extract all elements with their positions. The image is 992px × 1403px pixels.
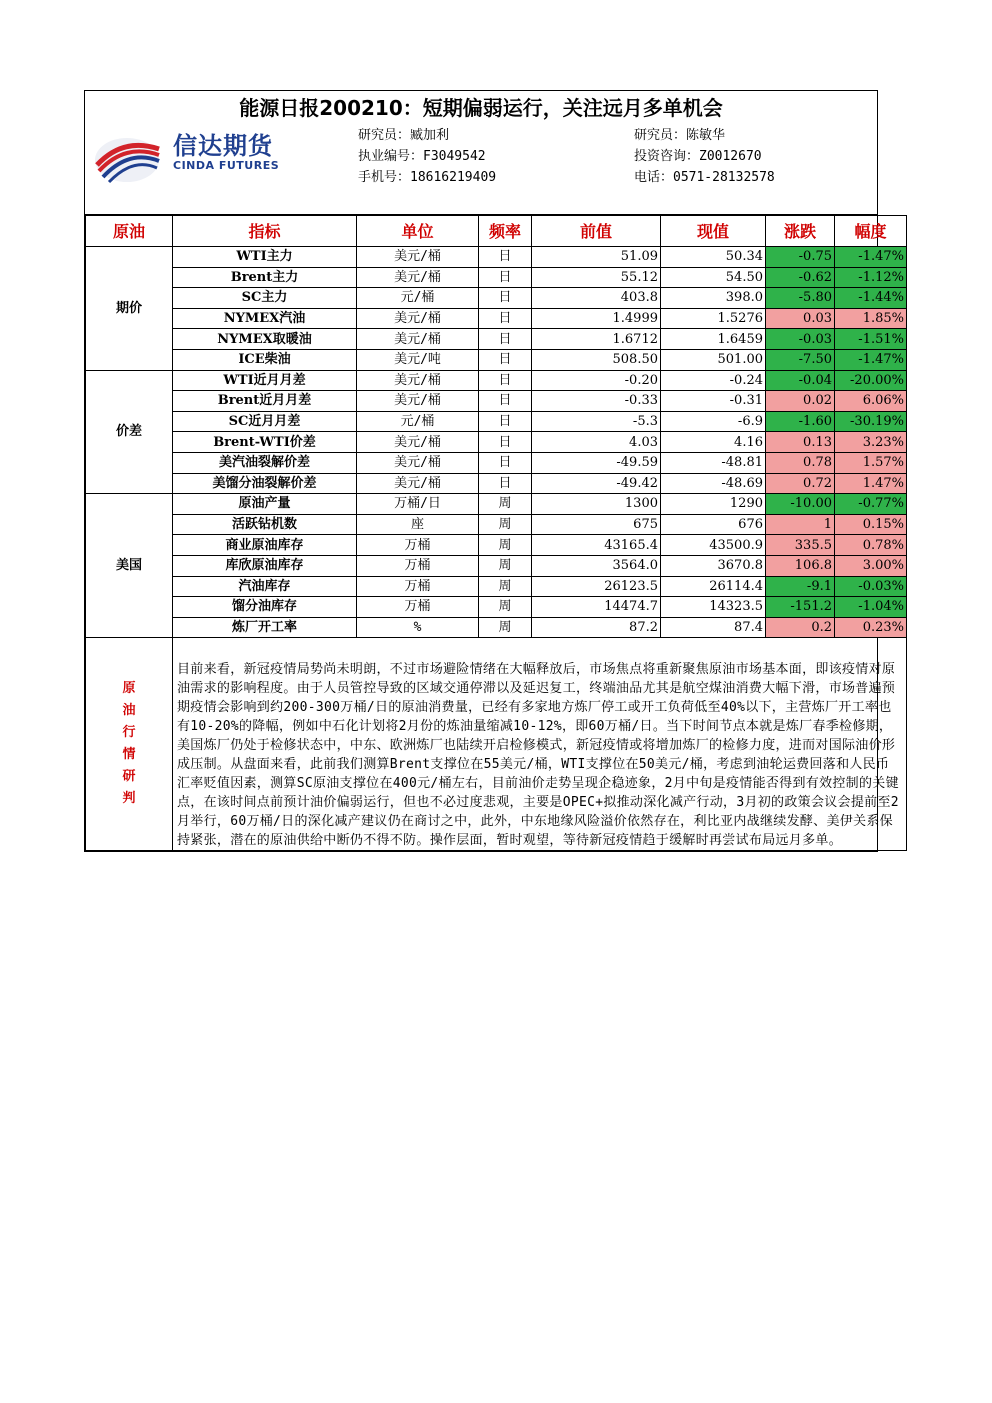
frequency-cell: 日 xyxy=(479,370,532,391)
previous-value-cell: 14474.7 xyxy=(532,597,661,618)
unit-cell: 美元/桶 xyxy=(357,329,479,350)
previous-value-cell: 1.4999 xyxy=(532,308,661,329)
indicator-cell: 美馏分油裂解价差 xyxy=(173,473,357,494)
change-cell: 0.13 xyxy=(766,432,835,453)
analysis-label-char: 原 xyxy=(122,681,136,697)
percent-cell: -1.44% xyxy=(835,288,907,309)
indicator-cell: NYMEX汽油 xyxy=(173,308,357,329)
current-value-cell: -0.31 xyxy=(661,391,766,412)
unit-cell: 美元/桶 xyxy=(357,452,479,473)
previous-value-cell: 675 xyxy=(532,514,661,535)
phone-2: 电话：0571-28132578 xyxy=(634,170,775,185)
table-row xyxy=(86,494,907,515)
change-cell: -0.03 xyxy=(766,329,835,350)
category-label: 期价 xyxy=(86,247,173,371)
current-value-cell: 676 xyxy=(661,514,766,535)
indicator-cell: SC近月月差 xyxy=(173,411,357,432)
percent-cell: 0.78% xyxy=(835,535,907,556)
table-row xyxy=(86,267,907,288)
header-crude: 原油 xyxy=(86,216,173,247)
unit-cell: 座 xyxy=(357,514,479,535)
table-row xyxy=(86,247,907,268)
current-value-cell: 1.6459 xyxy=(661,329,766,350)
indicator-cell: WTI主力 xyxy=(173,247,357,268)
change-cell: -0.62 xyxy=(766,267,835,288)
indicator-cell: Brent-WTI价差 xyxy=(173,432,357,453)
logo-en-text: CINDA FUTURES xyxy=(173,159,280,172)
previous-value-cell: 43165.4 xyxy=(532,535,661,556)
indicator-cell: NYMEX取暖油 xyxy=(173,329,357,350)
previous-value-cell: 1.6712 xyxy=(532,329,661,350)
indicator-cell: 美汽油裂解价差 xyxy=(173,452,357,473)
current-value-cell: -6.9 xyxy=(661,411,766,432)
percent-cell: -1.51% xyxy=(835,329,907,350)
percent-cell: -1.47% xyxy=(835,247,907,268)
phone-1: 手机号：18616219409 xyxy=(358,170,497,185)
previous-value-cell: 1300 xyxy=(532,494,661,515)
previous-value-cell: 508.50 xyxy=(532,349,661,370)
percent-cell: 1.57% xyxy=(835,452,907,473)
header-unit: 单位 xyxy=(357,216,479,247)
current-value-cell: 4.16 xyxy=(661,432,766,453)
table-row xyxy=(86,452,907,473)
table-row xyxy=(86,329,907,350)
analysis-label-char: 行 xyxy=(122,725,136,741)
category-label: 美国 xyxy=(86,494,173,638)
unit-cell: % xyxy=(357,617,479,638)
license-1: 执业编号：F3049542 xyxy=(358,149,486,164)
table-header-row xyxy=(86,216,907,247)
unit-cell: 元/桶 xyxy=(357,411,479,432)
indicator-cell: Brent近月月差 xyxy=(173,391,357,412)
header-frequency: 频率 xyxy=(479,216,532,247)
frequency-cell: 周 xyxy=(479,494,532,515)
change-cell: -10.00 xyxy=(766,494,835,515)
percent-cell: 1.85% xyxy=(835,308,907,329)
frequency-cell: 日 xyxy=(479,267,532,288)
frequency-cell: 日 xyxy=(479,349,532,370)
analysis-label-char: 研 xyxy=(122,769,136,785)
analysis-label-char: 油 xyxy=(122,703,136,719)
previous-value-cell: 87.2 xyxy=(532,617,661,638)
previous-value-cell: -5.3 xyxy=(532,411,661,432)
previous-value-cell: 26123.5 xyxy=(532,576,661,597)
previous-value-cell: 51.09 xyxy=(532,247,661,268)
current-value-cell: 87.4 xyxy=(661,617,766,638)
percent-cell: 3.23% xyxy=(835,432,907,453)
percent-cell: -1.47% xyxy=(835,349,907,370)
unit-cell: 美元/桶 xyxy=(357,247,479,268)
frequency-cell: 周 xyxy=(479,555,532,576)
percent-cell: -1.04% xyxy=(835,597,907,618)
percent-cell: 0.23% xyxy=(835,617,907,638)
current-value-cell: 14323.5 xyxy=(661,597,766,618)
change-cell: -0.04 xyxy=(766,370,835,391)
table-row xyxy=(86,514,907,535)
percent-cell: -1.12% xyxy=(835,267,907,288)
frequency-cell: 日 xyxy=(479,391,532,412)
current-value-cell: 501.00 xyxy=(661,349,766,370)
header-previous: 前值 xyxy=(532,216,661,247)
unit-cell: 美元/桶 xyxy=(357,391,479,412)
change-cell: 0.78 xyxy=(766,452,835,473)
change-cell: -0.75 xyxy=(766,247,835,268)
table-row xyxy=(86,411,907,432)
header-indicator: 指标 xyxy=(173,216,357,247)
frequency-cell: 周 xyxy=(479,514,532,535)
report-title: 能源日报200210：短期偏弱运行，关注远月多单机会 xyxy=(239,96,723,120)
header-change: 涨跌 xyxy=(766,216,835,247)
analysis-label xyxy=(86,638,173,851)
report-header xyxy=(85,125,877,215)
current-value-cell: 1290 xyxy=(661,494,766,515)
indicator-cell: 商业原油库存 xyxy=(173,535,357,556)
unit-cell: 美元/桶 xyxy=(357,370,479,391)
unit-cell: 美元/桶 xyxy=(357,473,479,494)
change-cell: 0.2 xyxy=(766,617,835,638)
table-row xyxy=(86,473,907,494)
indicator-cell: 活跃钻机数 xyxy=(173,514,357,535)
unit-cell: 万桶 xyxy=(357,535,479,556)
frequency-cell: 周 xyxy=(479,617,532,638)
previous-value-cell: 55.12 xyxy=(532,267,661,288)
previous-value-cell: 3564.0 xyxy=(532,555,661,576)
change-cell: -7.50 xyxy=(766,349,835,370)
frequency-cell: 日 xyxy=(479,247,532,268)
change-cell: 1 xyxy=(766,514,835,535)
frequency-cell: 周 xyxy=(479,535,532,556)
change-cell: -1.60 xyxy=(766,411,835,432)
logo-text xyxy=(173,133,279,173)
analysis-text: 目前来看，新冠疫情局势尚未明朗，不过市场避险情绪在大幅释放后，市场焦点将重新聚焦原油市场基本面，即该疫情对原油需求的影响程度。由于人员管控导致的区域交通停滞以及延迟复工，终端油品尤其是航空煤油消费大幅下滑，市场普遍预期疫情会影响到约200-300万桶/日的原油消费量，已经有多家地方炼厂停工或开工负荷低至40%以下，主营炼厂开工率也有10-20%的降幅，例如中石化计划将2月份的炼油量缩减10-12%，即60万桶/日。当下时间节点本就是炼厂春季检修期，美国炼厂仍处于检修状态中，中东、欧洲炼厂也陆续开启检修模式，新冠疫情或将增加炼厂的检修力度，进而对国际油价形成压制。从盘面来看，此前我们测算Brent支撑位在55美元/桶，WTI支撑位在50美元/桶，考虑到油轮运费回落和人民币汇率贬值因素，测算SC原油支撑位在400元/桶左右，目前油价走势呈现企稳迹象，2月中旬是疫情能否得到有效控制的关键点，在该时间点前预计油价偏弱运行，但也不必过度悲观，主要是OPEC+拟推动深化减产行动，3月初的政策会议会提前至2月举行，60万桶/日的深化减产建议仍在商讨之中，此外，中东地缘风险溢价依然存在，利比亚内战继续发酵、美伊关系保持紧张，潜在的原油供给中断仍不得不防。操作层面，暂时观望，等待新冠疫情趋于缓解时再尝试布局远月多单。 xyxy=(173,638,907,851)
indicator-cell: ICE柴油 xyxy=(173,349,357,370)
analysis-row xyxy=(86,638,907,851)
change-cell: 0.02 xyxy=(766,391,835,412)
previous-value-cell: -0.20 xyxy=(532,370,661,391)
table-row xyxy=(86,432,907,453)
indicator-cell: Brent主力 xyxy=(173,267,357,288)
current-value-cell: -48.69 xyxy=(661,473,766,494)
category-label: 价差 xyxy=(86,370,173,494)
percent-cell: -0.03% xyxy=(835,576,907,597)
unit-cell: 万桶 xyxy=(357,597,479,618)
unit-cell: 美元/吨 xyxy=(357,349,479,370)
table-row xyxy=(86,555,907,576)
table-row xyxy=(86,535,907,556)
indicator-cell: SC主力 xyxy=(173,288,357,309)
license-2: 投资咨询：Z0012670 xyxy=(634,149,762,164)
frequency-cell: 日 xyxy=(479,411,532,432)
change-cell: 106.8 xyxy=(766,555,835,576)
current-value-cell: -0.24 xyxy=(661,370,766,391)
current-value-cell: -48.81 xyxy=(661,452,766,473)
header-percent: 幅度 xyxy=(835,216,907,247)
percent-cell: -30.19% xyxy=(835,411,907,432)
data-table xyxy=(85,215,907,851)
change-cell: 335.5 xyxy=(766,535,835,556)
current-value-cell: 398.0 xyxy=(661,288,766,309)
indicator-cell: 汽油库存 xyxy=(173,576,357,597)
indicator-cell: 原油产量 xyxy=(173,494,357,515)
unit-cell: 美元/桶 xyxy=(357,267,479,288)
analysis-label-char: 情 xyxy=(122,747,136,763)
change-cell: -9.1 xyxy=(766,576,835,597)
analysis-label-char: 判 xyxy=(122,791,136,807)
table-row xyxy=(86,370,907,391)
table-row xyxy=(86,617,907,638)
contact-right xyxy=(634,125,775,188)
unit-cell: 万桶/日 xyxy=(357,494,479,515)
change-cell: 0.72 xyxy=(766,473,835,494)
frequency-cell: 日 xyxy=(479,329,532,350)
frequency-cell: 周 xyxy=(479,576,532,597)
table-row xyxy=(86,391,907,412)
percent-cell: 1.47% xyxy=(835,473,907,494)
current-value-cell: 26114.4 xyxy=(661,576,766,597)
change-cell: -151.2 xyxy=(766,597,835,618)
table-row xyxy=(86,576,907,597)
previous-value-cell: 403.8 xyxy=(532,288,661,309)
contact-left xyxy=(358,125,496,188)
change-cell: 0.03 xyxy=(766,308,835,329)
table-row xyxy=(86,308,907,329)
current-value-cell: 3670.8 xyxy=(661,555,766,576)
indicator-cell: 库欣原油库存 xyxy=(173,555,357,576)
indicator-cell: 馏分油库存 xyxy=(173,597,357,618)
current-value-cell: 43500.9 xyxy=(661,535,766,556)
table-row xyxy=(86,597,907,618)
frequency-cell: 日 xyxy=(479,288,532,309)
percent-cell: -20.00% xyxy=(835,370,907,391)
previous-value-cell: -49.42 xyxy=(532,473,661,494)
change-cell: -5.80 xyxy=(766,288,835,309)
frequency-cell: 日 xyxy=(479,432,532,453)
researcher-2: 研究员：陈敏华 xyxy=(634,128,726,143)
table-row xyxy=(86,288,907,309)
unit-cell: 美元/桶 xyxy=(357,308,479,329)
logo-cn-text: 信达期货 xyxy=(173,132,273,160)
frequency-cell: 日 xyxy=(479,308,532,329)
researcher-1: 研究员：臧加利 xyxy=(358,128,450,143)
current-value-cell: 50.34 xyxy=(661,247,766,268)
percent-cell: 3.00% xyxy=(835,555,907,576)
frequency-cell: 日 xyxy=(479,452,532,473)
table-row xyxy=(86,349,907,370)
header-current: 现值 xyxy=(661,216,766,247)
frequency-cell: 周 xyxy=(479,597,532,618)
unit-cell: 万桶 xyxy=(357,576,479,597)
report-card xyxy=(84,90,904,852)
previous-value-cell: -49.59 xyxy=(532,452,661,473)
unit-cell: 万桶 xyxy=(357,555,479,576)
frequency-cell: 日 xyxy=(479,473,532,494)
percent-cell: 0.15% xyxy=(835,514,907,535)
percent-cell: -0.77% xyxy=(835,494,907,515)
previous-value-cell: -0.33 xyxy=(532,391,661,412)
indicator-cell: 炼厂开工率 xyxy=(173,617,357,638)
unit-cell: 元/桶 xyxy=(357,288,479,309)
previous-value-cell: 4.03 xyxy=(532,432,661,453)
current-value-cell: 54.50 xyxy=(661,267,766,288)
indicator-cell: WTI近月月差 xyxy=(173,370,357,391)
unit-cell: 美元/桶 xyxy=(357,432,479,453)
current-value-cell: 1.5276 xyxy=(661,308,766,329)
percent-cell: 6.06% xyxy=(835,391,907,412)
